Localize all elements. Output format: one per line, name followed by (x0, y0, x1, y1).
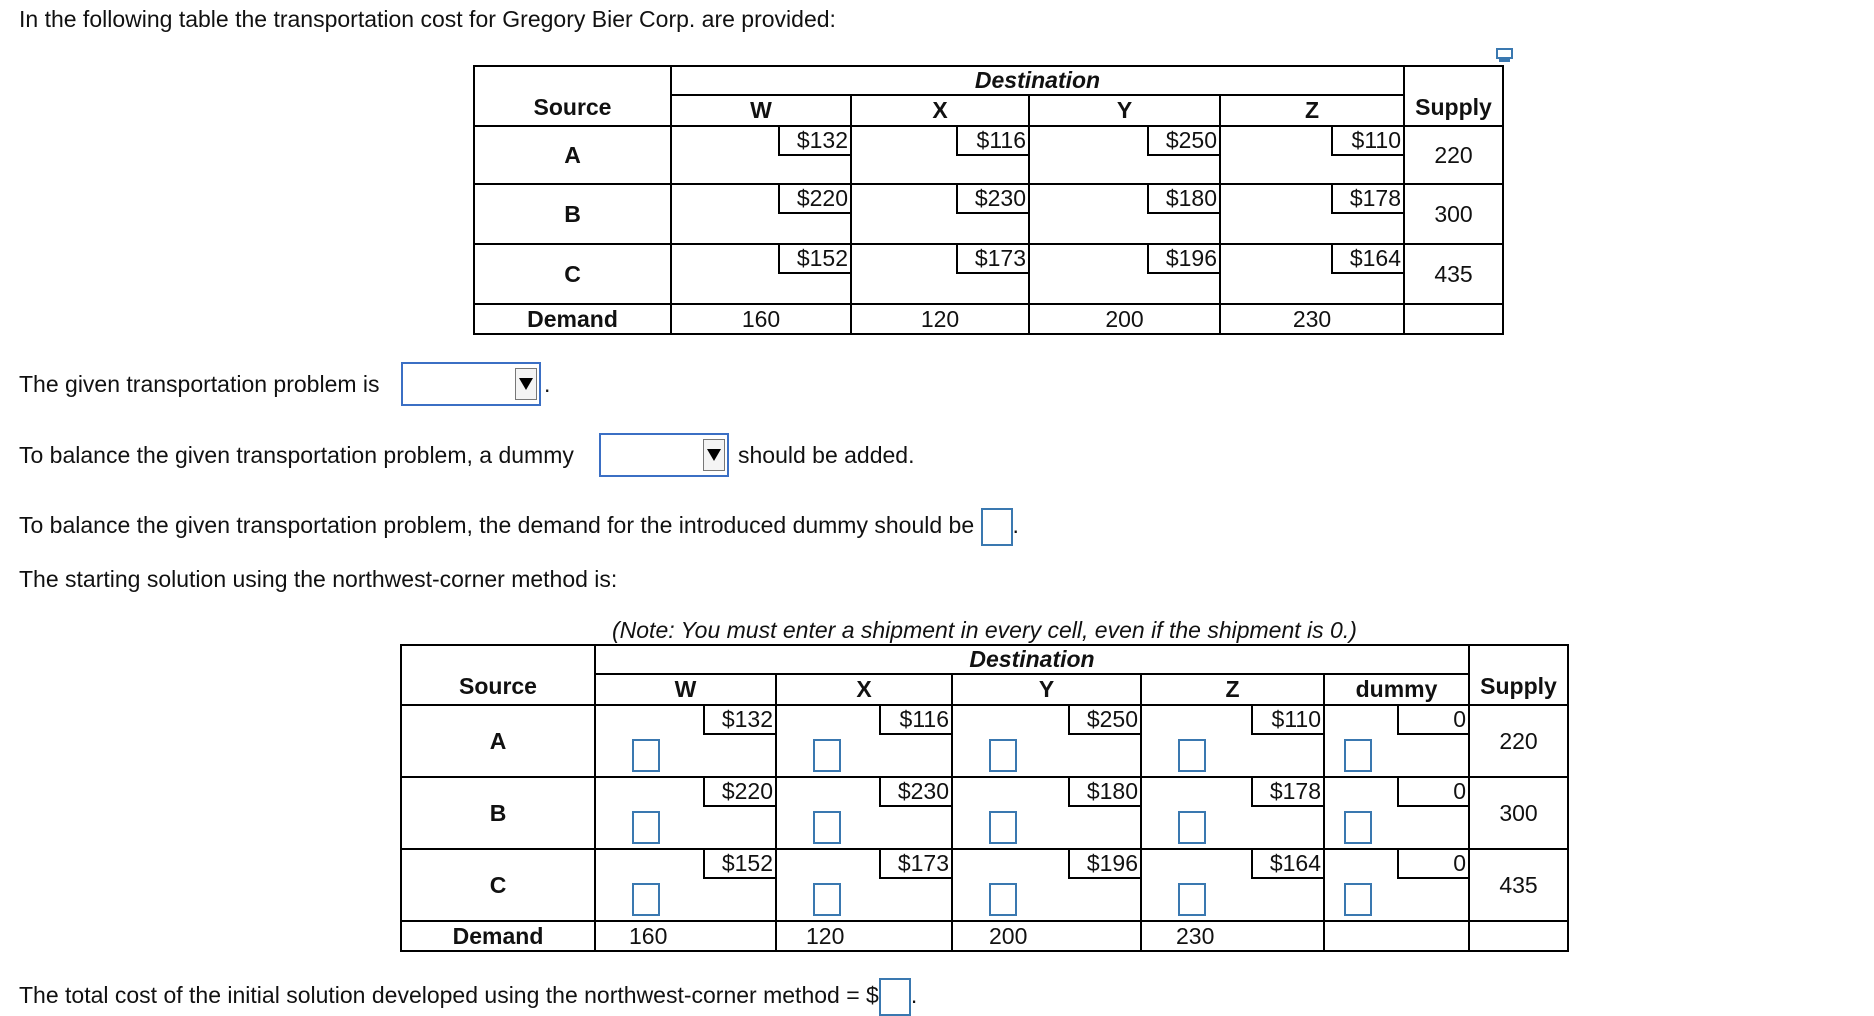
shipment-c-x-input[interactable] (813, 883, 841, 916)
shipment-a-y-input[interactable] (989, 739, 1017, 772)
demand-w (595, 921, 776, 951)
supply-header: Supply (1469, 645, 1568, 705)
shipment-b-dummy-input[interactable] (1344, 811, 1372, 844)
destination-header: Destination (671, 66, 1404, 95)
source-a: A (474, 126, 671, 184)
note-text: (Note: You must enter a shipment in every cell, even if the shipment is 0.) (612, 617, 1357, 643)
demand-w: 160 (671, 304, 851, 334)
triangle-down-icon (703, 439, 725, 471)
destination-header: Destination (595, 645, 1469, 674)
demand-y (952, 921, 1141, 951)
cost-c-dummy: 0 (1397, 850, 1468, 879)
cost-a-x: $116 (956, 127, 1028, 156)
demand-label: Demand (401, 921, 595, 951)
table-row (474, 304, 1503, 334)
cost-c-z: $164 (1251, 850, 1323, 879)
supply-b: 300 (1404, 184, 1503, 244)
cost-c-x: $173 (956, 245, 1028, 274)
source-b: B (401, 777, 595, 849)
starting-solution-text: The starting solution using the northwest-corner method is: (19, 566, 618, 592)
source-header: Source (401, 645, 595, 705)
dummy-type-select[interactable] (599, 433, 729, 477)
cost-table (473, 65, 1504, 335)
cost-c-x: $173 (879, 850, 951, 879)
triangle-down-icon (515, 368, 537, 400)
col-header-y: Y (1029, 95, 1220, 126)
supply-a: 220 (1404, 126, 1503, 184)
table-row (474, 184, 1503, 244)
fit-screen-icon[interactable] (1496, 43, 1514, 59)
shipment-a-z-input[interactable] (1178, 739, 1206, 772)
shipment-b-z-input[interactable] (1178, 811, 1206, 844)
col-header-x: X (776, 674, 952, 705)
table-row (401, 705, 1568, 777)
cost-a-z: $110 (1331, 127, 1403, 156)
source-c: C (401, 849, 595, 921)
demand-z-value: 230 (1176, 923, 1215, 949)
demand-x: 120 (851, 304, 1029, 334)
dummy-demand-middle: for the introduced dummy should be (607, 512, 975, 539)
table-row (401, 849, 1568, 921)
source-header: Source (474, 66, 671, 126)
shipment-b-y-input[interactable] (989, 811, 1017, 844)
problem-type-suffix: . (544, 371, 551, 397)
table-row (401, 921, 1568, 951)
demand-dummy (1324, 921, 1469, 951)
dummy-demand-suffix: . (1012, 512, 1019, 539)
supply-header: Supply (1404, 66, 1503, 126)
supply-c: 435 (1404, 244, 1503, 304)
total-cost-input[interactable] (879, 978, 911, 1016)
dummy-demand-question (19, 508, 1019, 546)
col-header-y: Y (952, 674, 1141, 705)
source-a: A (401, 705, 595, 777)
source-c: C (474, 244, 671, 304)
supply-c: 435 (1469, 849, 1568, 921)
dummy-demand-input[interactable] (981, 508, 1013, 546)
cost-a-dummy: 0 (1397, 706, 1468, 735)
demand-x-value: 120 (806, 923, 845, 949)
cost-b-dummy: 0 (1397, 778, 1468, 807)
total-cost-question (19, 978, 917, 1016)
col-header-x: X (851, 95, 1029, 126)
source-b: B (474, 184, 671, 244)
shipment-c-w-input[interactable] (632, 883, 660, 916)
dummy-demand-prefix: To balance the given transportation problem, the (19, 512, 512, 539)
cost-b-z: $178 (1331, 185, 1403, 214)
cost-a-x: $116 (879, 706, 951, 735)
shipment-b-w-input[interactable] (632, 811, 660, 844)
cost-b-z: $178 (1251, 778, 1323, 807)
problem-type-label: The given transportation problem is (19, 371, 380, 397)
shipment-table (400, 644, 1569, 952)
demand-supply-cell (1469, 921, 1568, 951)
supply-a: 220 (1469, 705, 1568, 777)
supply-b: 300 (1469, 777, 1568, 849)
demand-w-value: 160 (629, 923, 668, 949)
shipment-c-dummy-input[interactable] (1344, 883, 1372, 916)
cost-b-x: $230 (879, 778, 951, 807)
cost-b-x: $230 (956, 185, 1028, 214)
demand-z (1141, 921, 1324, 951)
shipment-a-dummy-input[interactable] (1344, 739, 1372, 772)
cost-a-y: $250 (1147, 127, 1219, 156)
col-header-z: Z (1141, 674, 1324, 705)
col-header-w: W (671, 95, 851, 126)
shipment-b-x-input[interactable] (813, 811, 841, 844)
cost-b-w: $220 (778, 185, 850, 214)
demand-supply-cell (1404, 304, 1503, 334)
shipment-a-x-input[interactable] (813, 739, 841, 772)
demand-y: 200 (1029, 304, 1220, 334)
cost-c-z: $164 (1331, 245, 1403, 274)
demand-label: Demand (474, 304, 671, 334)
demand-y-value: 200 (989, 923, 1028, 949)
cost-a-w: $132 (703, 706, 775, 735)
dummy-demand-word: demand (517, 512, 601, 539)
cost-c-w: $152 (703, 850, 775, 879)
total-cost-label: The total cost of the initial solution developed using the northwest-corner method = $ (19, 982, 879, 1009)
dummy-type-label: To balance the given transportation problem, a dummy (19, 442, 574, 468)
col-header-w: W (595, 674, 776, 705)
cost-a-y: $250 (1068, 706, 1140, 735)
col-header-dummy: dummy (1324, 674, 1469, 705)
problem-type-select[interactable] (401, 362, 541, 406)
cost-c-y: $196 (1147, 245, 1219, 274)
demand-x (776, 921, 952, 951)
col-header-z: Z (1220, 95, 1404, 126)
shipment-c-y-input[interactable] (989, 883, 1017, 916)
table-row (474, 126, 1503, 184)
intro-text: In the following table the transportation cost for Gregory Bier Corp. are provided: (19, 6, 836, 32)
cost-c-y: $196 (1068, 850, 1140, 879)
table-row (474, 244, 1503, 304)
cost-a-w: $132 (778, 127, 850, 156)
total-cost-suffix: . (910, 982, 918, 1009)
shipment-a-w-input[interactable] (632, 739, 660, 772)
cost-b-y: $180 (1147, 185, 1219, 214)
dummy-type-suffix: should be added. (738, 442, 915, 468)
cost-b-y: $180 (1068, 778, 1140, 807)
demand-z: 230 (1220, 304, 1404, 334)
cost-a-z: $110 (1251, 706, 1323, 735)
cost-c-w: $152 (778, 245, 850, 274)
shipment-c-z-input[interactable] (1178, 883, 1206, 916)
table-row (401, 777, 1568, 849)
cost-b-w: $220 (703, 778, 775, 807)
